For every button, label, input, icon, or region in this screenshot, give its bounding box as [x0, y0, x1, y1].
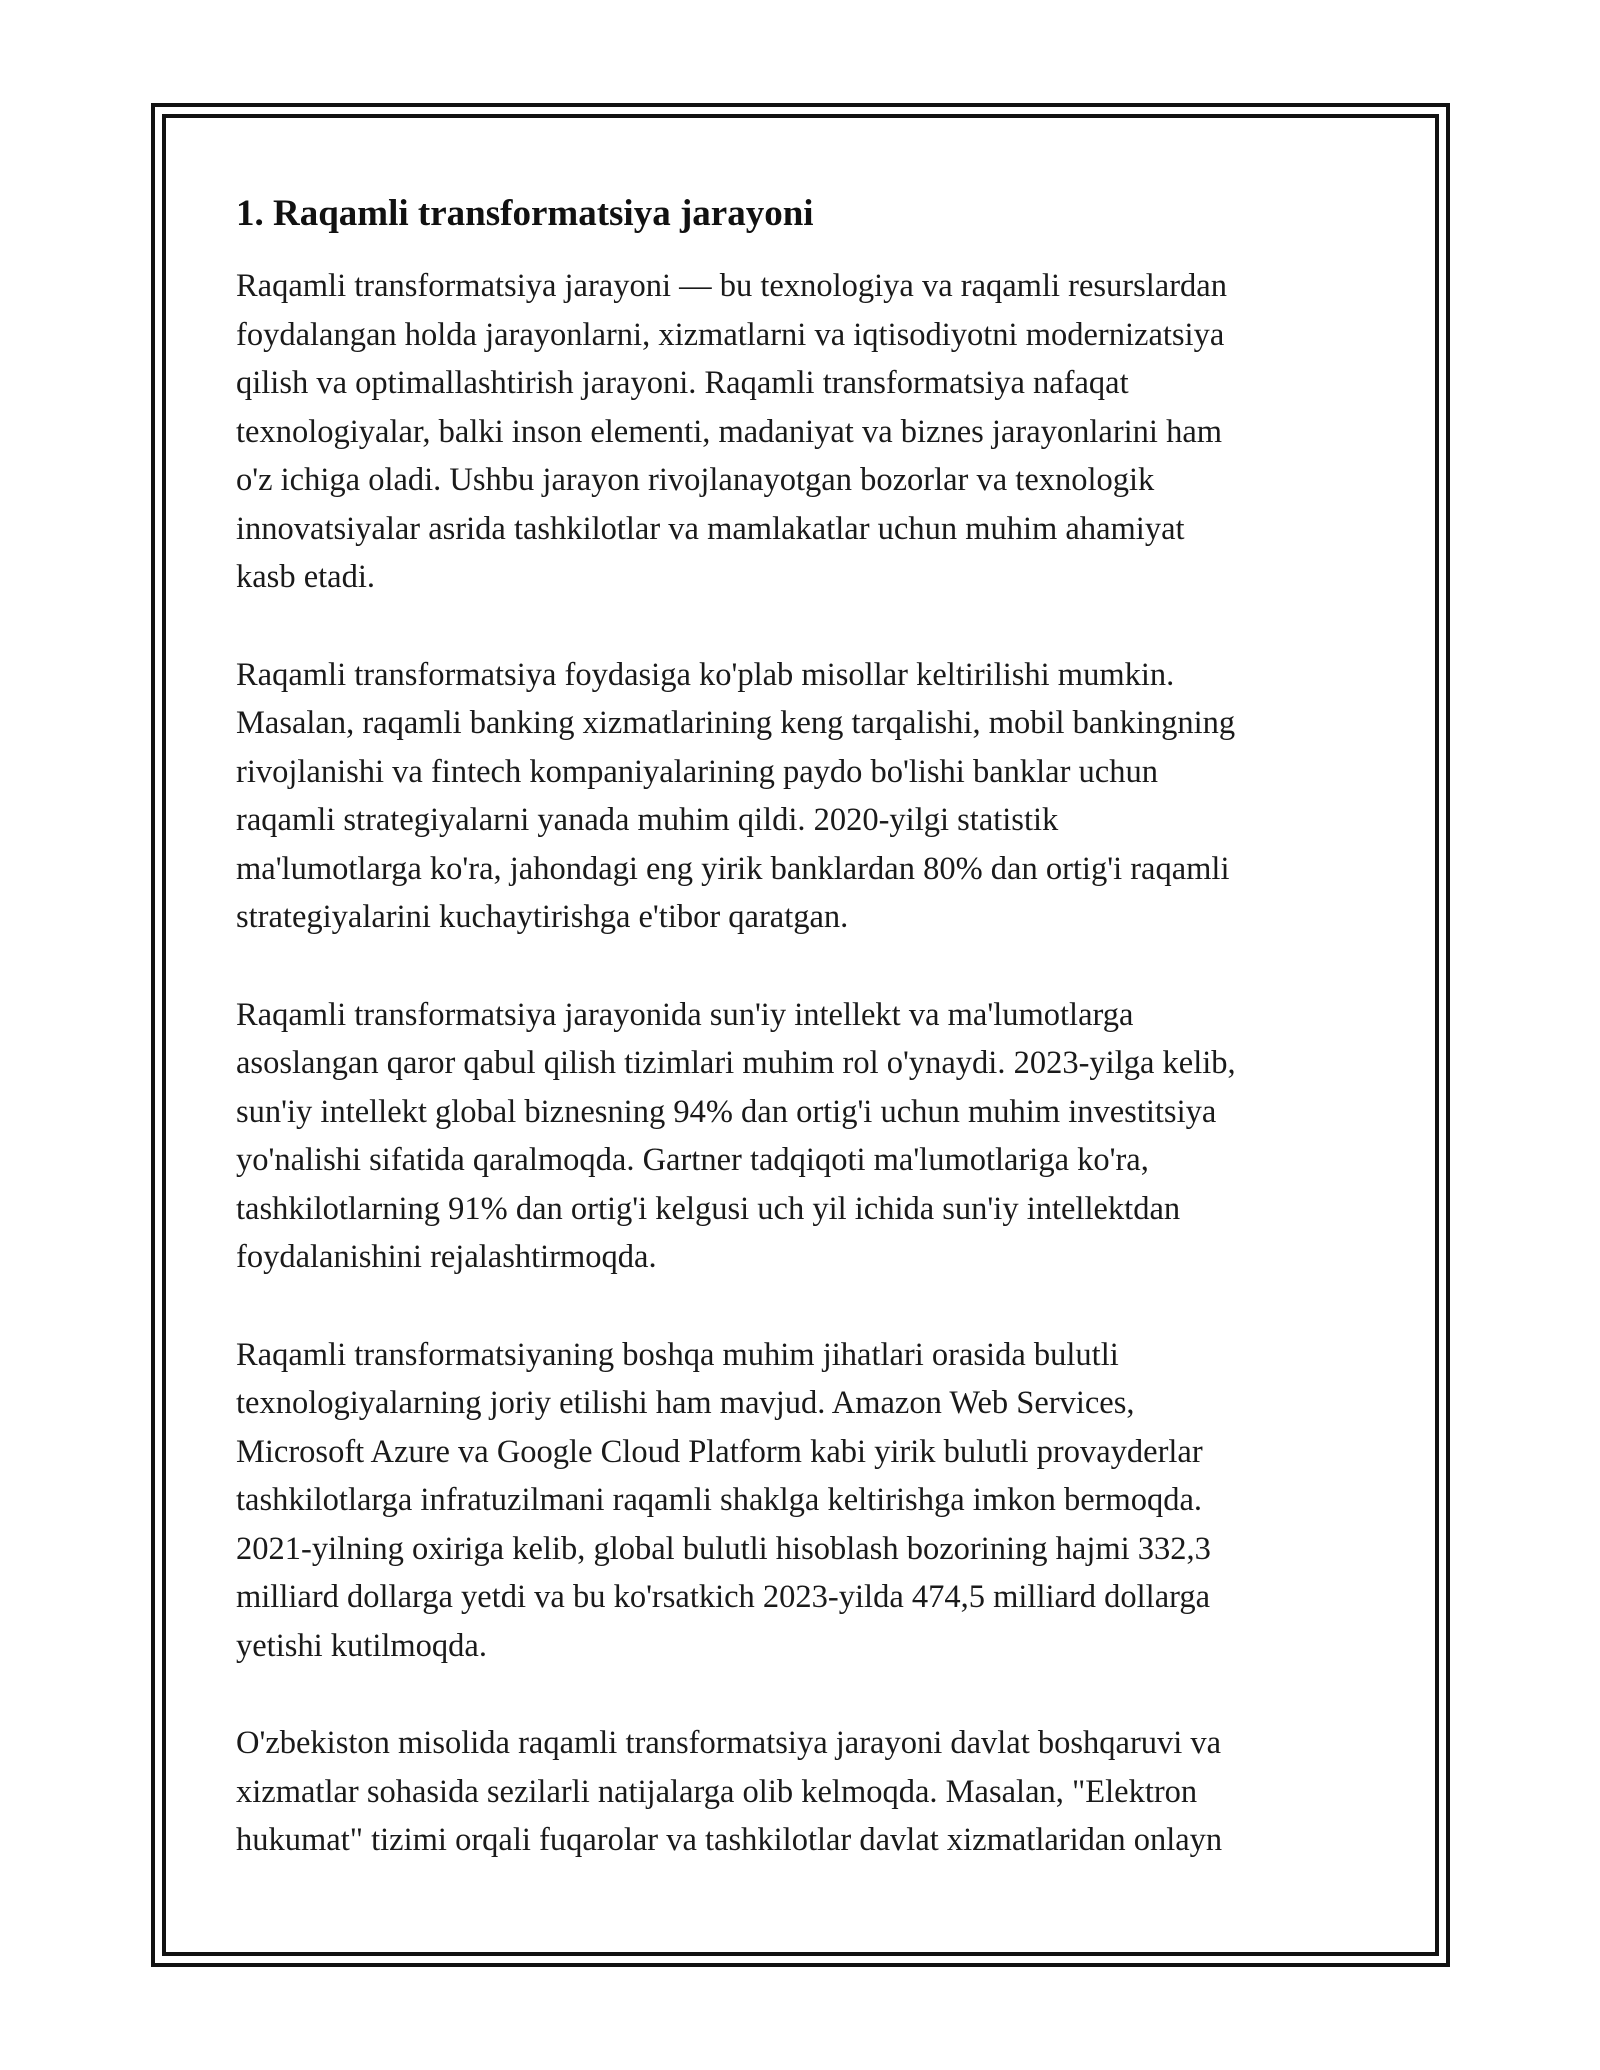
text-line: yetishi kutilmoqda. — [236, 1627, 487, 1664]
paragraph-3 — [236, 991, 1386, 1282]
text-line: foydalanishini rejalashtirmoqda. — [236, 1239, 657, 1275]
text-line: Raqamli transformatsiya jarayoni — bu texnologiya va raqamli resurslardan — [236, 268, 1227, 304]
text-line: Raqamli transformatsiya foydasiga ko'plab misollar keltirilishi mumkin. — [236, 656, 1175, 693]
text-line: texnologiyalarning joriy etilishi ham mavjud. Amazon Web Services, — [236, 1385, 1135, 1421]
text-line: xizmatlar sohasida sezilarli natijalarga olib kelmoqda. Masalan, "Elektron — [236, 1773, 1198, 1810]
text-line: Raqamli transformatsiya jarayonida sun'iy intellekt va ma'lumotlarga — [236, 996, 1134, 1033]
paragraph-1 — [236, 262, 1386, 602]
text-line: innovatsiyalar asrida tashkilotlar va mamlakatlar uchun muhim ahamiyat — [236, 510, 1185, 547]
text-line: asoslangan qaror qabul qilish tizimlari muhim rol o'ynaydi. 2023-yilga kelib, — [236, 1045, 1236, 1081]
text-line: rivojlanishi va fintech kompaniyalarining paydo bo'lishi banklar uchun — [236, 753, 1158, 790]
text-line: hukumat" tizimi orqali fuqarolar va tashkilotlar davlat xizmatlaridan onlayn — [236, 1822, 1223, 1858]
text-line: raqamli strategiyalarni yanada muhim qildi. 2020-yilgi statistik — [236, 802, 1059, 838]
text-line: milliard dollarga yetdi va bu ko'rsatkich 2023-yilda 474,5 milliard dollarga — [236, 1579, 1211, 1615]
text-line: tashkilotlarga infratuzilmani raqamli shaklga keltirishga imkon bermoqda. — [236, 1482, 1203, 1518]
text-line: Microsoft Azure va Google Cloud Platform kabi yirik bulutli provayderlar — [236, 1433, 1203, 1470]
paragraph-4 — [236, 1331, 1386, 1671]
text-line: qilish va optimallashtirish jarayoni. Raqamli transformatsiya nafaqat — [236, 365, 1129, 401]
document-body — [236, 188, 1386, 1914]
paragraph-5 — [236, 1719, 1386, 1865]
text-line: o'z ichiga oladi. Ushbu jarayon rivojlanayotgan bozorlar va texnologik — [236, 462, 1155, 498]
text-line: ma'lumotlarga ko'ra, jahondagi eng yirik banklardan 80% dan ortig'i raqamli — [236, 850, 1230, 887]
text-line: strategiyalarini kuchaytirishga e'tibor qaratgan. — [236, 899, 849, 935]
text-line: foydalangan holda jarayonlarni, xizmatlarni va iqtisodiyotni modernizatsiya — [236, 316, 1225, 353]
text-line: tashkilotlarning 91% dan ortig'i kelgusi uch yil ichida sun'iy intellektdan — [236, 1190, 1181, 1227]
text-line: yo'nalishi sifatida qaralmoqda. Gartner tadqiqoti ma'lumotlariga ko'ra, — [236, 1142, 1149, 1178]
text-line: 2021-yilning oxiriga kelib, global bulutli hisoblash bozorining hajmi 332,3 — [236, 1530, 1211, 1567]
text-line: Masalan, raqamli banking xizmatlarining keng tarqalishi, mobil bankingning — [236, 705, 1236, 741]
text-line: O'zbekiston misolida raqamli transformatsiya jarayoni davlat boshqaruvi va — [236, 1725, 1222, 1761]
section-heading: 1. Raqamli transformatsiya jarayoni — [236, 193, 814, 234]
text-line: sun'iy intellekt global biznesning 94% dan ortig'i uchun muhim investitsiya — [236, 1093, 1217, 1130]
paragraph-2 — [236, 651, 1386, 942]
text-line: Raqamli transformatsiyaning boshqa muhim jihatlari orasida bulutli — [236, 1336, 1119, 1373]
text-line: kasb etadi. — [236, 559, 375, 595]
text-line: texnologiyalar, balki inson elementi, madaniyat va biznes jarayonlarini ham — [236, 413, 1223, 450]
